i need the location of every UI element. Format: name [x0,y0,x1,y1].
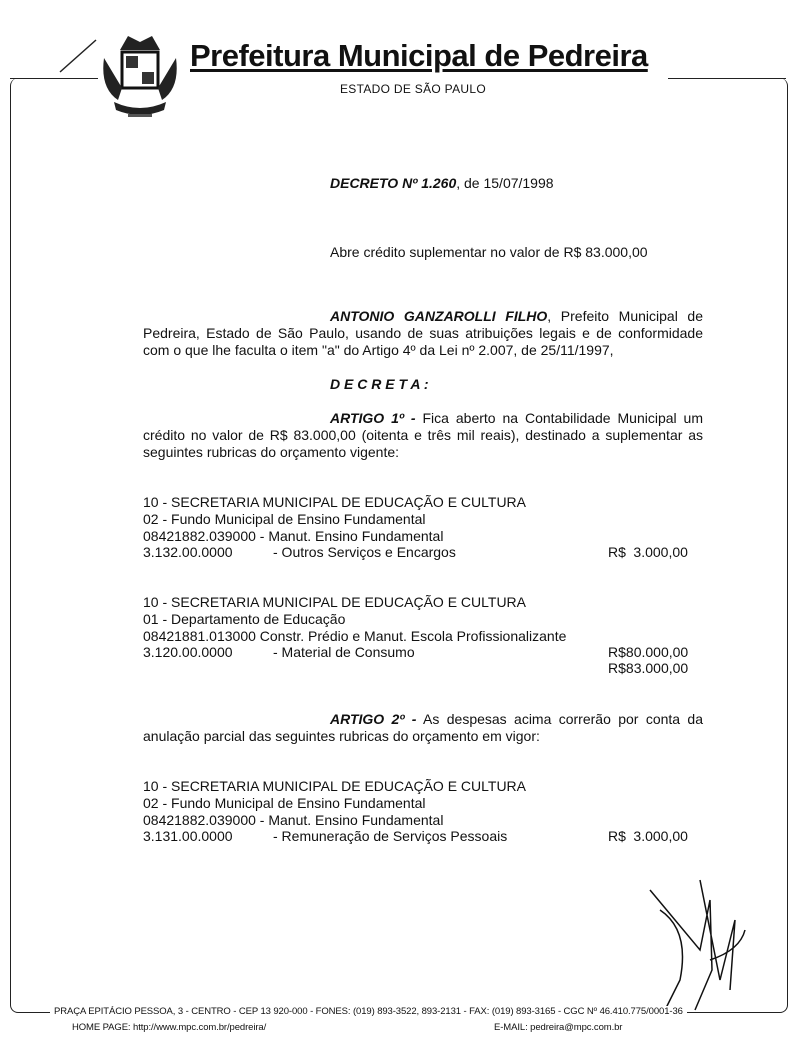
handwritten-signature [640,860,750,1020]
currency: R$ [608,828,626,844]
block-line: 10 - SECRETARIA MUNICIPAL DE EDUCAÇÃO E CULTURA [143,778,526,794]
account-code: 3.132.00.0000 [143,544,233,560]
pen-mark [58,38,98,74]
block-line: 02 - Fundo Municipal de Ensino Fundamental [143,511,426,527]
block-line: 08421882.039000 - Manut. Ensino Fundamental [143,528,444,544]
currency: R$ [608,644,626,660]
mayor-name: ANTONIO GANZAROLLI FILHO [330,308,548,324]
footer-address: PRAÇA EPITÁCIO PESSOA, 3 - CENTRO - CEP 13 920-000 - FONES: (019) 893-3522, 893-2131 - FAX: (019) 893-3165 - CGC Nº 46.410.775/0001-36 [50,1006,687,1017]
block-line: 02 - Fundo Municipal de Ensino Fundamental [143,795,426,811]
amount: 3.000,00 [633,544,688,560]
block-line: 10 - SECRETARIA MUNICIPAL DE EDUCAÇÃO E CULTURA [143,594,526,610]
preamble-text: , Prefeito Municipal de Pedreira, Estado de São Paulo, usando de suas atribuições legais e de conformidade com o que lhe faculta o item "a" do Artigo 4º da Lei nº 2.007, de 25/11/1997, [143,308,703,358]
decree-date: , de 15/07/1998 [456,175,554,191]
account-description: - Remuneração de Serviços Pessoais [273,828,508,844]
account-code: 3.120.00.0000 [143,644,233,660]
currency: R$ [608,544,626,560]
page-title: Prefeitura Municipal de Pedreira [190,38,648,73]
footer-email[interactable]: E-MAIL: pedreira@mpc.com.br [490,1022,626,1033]
border-top-left [10,78,98,79]
account-description: - Material de Consumo [273,644,415,660]
block-line: 10 - SECRETARIA MUNICIPAL DE EDUCAÇÃO E CULTURA [143,494,526,510]
decree-heading [330,175,554,191]
block-line: 08421881.013000 Constr. Prédio e Manut. Escola Profissionalizante [143,628,567,644]
block-line: 08421882.039000 - Manut. Ensino Fundamental [143,812,444,828]
block-line: 01 - Departamento de Educação [143,611,346,627]
article-1-text: Fica aberto na Contabilidade Municipal um crédito no valor de R$ 83.000,00 (oitenta e três mil reais), destinado a suplementar as seguintes rubricas do orçamento vigente: [143,410,704,460]
border-top-right [668,78,786,79]
article-1-label: ARTIGO 1º - [330,410,416,426]
footer-homepage[interactable]: HOME PAGE: http://www.mpc.com.br/pedreira/ [68,1022,270,1033]
article-2 [143,711,703,745]
decree-number: DECRETO Nº 1.260 [330,175,457,191]
decreta-heading: D E C R E T A : [330,376,429,392]
coat-of-arms-logo [98,28,182,124]
total-amount: 83.000,00 [625,660,689,676]
account-description: - Outros Serviços e Encargos [273,544,456,560]
article-1 [143,410,703,461]
article-2-text: As despesas acima correrão por conta da anulação parcial das seguintes rubricas do orçamento em vigor: [143,711,703,744]
state-subtitle: ESTADO DE SÃO PAULO [340,82,486,96]
amount: 3.000,00 [633,828,688,844]
amount: 80.000,00 [625,644,689,660]
currency: R$ [608,660,626,676]
account-code: 3.131.00.0000 [143,828,233,844]
decree-summary: Abre crédito suplementar no valor de R$ 83.000,00 [330,244,648,260]
article-2-label: ARTIGO 2º - [330,711,417,727]
preamble-paragraph [143,308,703,359]
